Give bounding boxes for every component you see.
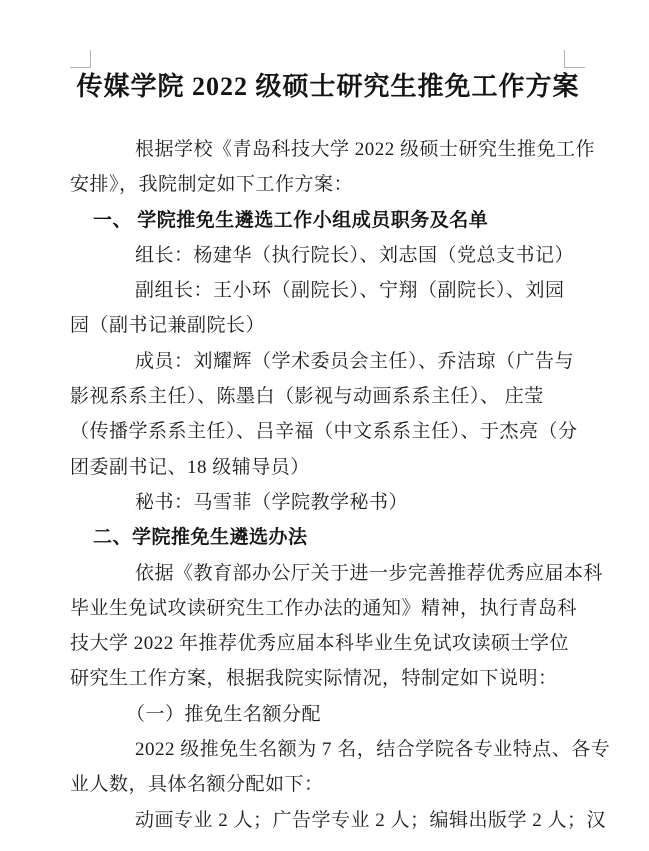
document-line: 组长：杨建华（执行院长）、刘志国（党总支书记）	[135, 244, 575, 266]
document-body	[70, 132, 611, 838]
document-line: 团委副书记、18 级辅导员）	[70, 456, 310, 478]
document-line: 依据《教育部办公厅关于进一步完善推荐优秀应届本科	[135, 562, 604, 584]
document-line: 根据学校《青岛科技大学 2022 级硕士研究生推免工作	[135, 139, 596, 160]
document-line: 毕业生免试攻读研究生工作办法的通知》精神，执行青岛科	[70, 597, 578, 619]
document-line: 副组长：王小环（副院长）、宁翔（副院长）、刘园	[135, 280, 565, 302]
subsection-heading: （一）推免生名额分配	[126, 703, 322, 725]
document-line: 园（副书记兼副院长）	[70, 315, 266, 337]
document-line: 技大学 2022 年推荐优秀应届本科毕业生免试攻读硕士学位	[70, 633, 570, 655]
document-title: 传媒学院 2022 级硕士研究生推免工作方案	[76, 72, 580, 101]
document-line: 成员：刘耀辉（学术委员会主任）、乔洁琼（广告与	[135, 350, 575, 372]
document-line: 影视系系主任）、陈墨白（影视与动画系系主任）、 庄莹	[70, 386, 544, 408]
document-line: 2022 级推免生名额为 7 名，结合学院各专业特点、各专	[135, 739, 611, 761]
document-line: 业人数，具体名额分配如下：	[70, 774, 324, 796]
section-heading-2: 二、学院推免生遴选办法	[93, 527, 308, 549]
document-line: 研究生工作方案，根据我院实际情况，特制定如下说明：	[70, 668, 558, 690]
section-heading-1: 一、 学院推免生遴选工作小组成员职务及名单	[93, 209, 489, 231]
document-line: 秘书：马雪菲（学院教学秘书）	[135, 491, 409, 513]
document-line: 动画专业 2 人；广告学专业 2 人；编辑出版学 2 人；汉	[135, 809, 607, 831]
document-line: 安排》，我院制定如下工作方案：	[70, 174, 354, 196]
document-line: （传播学系系主任）、吕辛福（中文系系主任）、于杰亮（分	[70, 421, 578, 443]
